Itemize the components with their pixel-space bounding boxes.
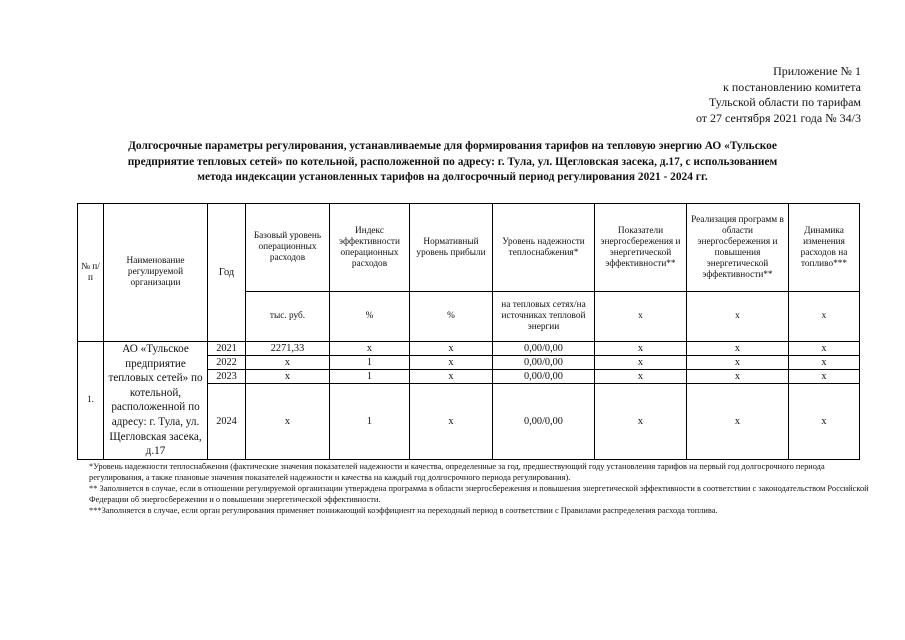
table-row	[78, 342, 860, 356]
index-cell: 1	[330, 356, 410, 370]
year-cell: 2021	[208, 342, 246, 356]
unit-base: тыс. руб.	[246, 292, 330, 342]
programs-cell: x	[687, 384, 789, 460]
title-line: Долгосрочные параметры регулирования, устанавливаемые для формирования тарифов на тепловую энергию АО «Тульское	[128, 140, 777, 152]
header-reliability: Уровень надежности теплоснабжения*	[493, 204, 595, 292]
row-number: 1.	[78, 342, 104, 460]
base-cell: x	[246, 384, 330, 460]
programs-cell: x	[687, 342, 789, 356]
unit-energy: x	[595, 292, 687, 342]
reliability-cell: 0,00/0,00	[493, 342, 595, 356]
footnote: ** Заполняется в случае, если в отношении регулируемой организации утверждена программа в области энергосбережения и повышения энергетической эффективности в соответствии с законодательством Российской Федерации об энергосбережении и о повышении энергетической эффективности.	[89, 484, 869, 504]
unit-reliability: на тепловых сетях/на источниках тепловой энергии	[493, 292, 595, 342]
reliability-cell: 0,00/0,00	[493, 370, 595, 384]
header-base-opex: Базовый уровень операционных расходов	[246, 204, 330, 292]
header-num: № п/п	[78, 204, 104, 342]
programs-cell: x	[687, 356, 789, 370]
header-fuel: Динамика изменения расходов на топливо***	[789, 204, 860, 292]
appendix-line: от 27 сентября 2021 года № 34/3	[695, 110, 861, 125]
header-efficiency-index: Индекс эффективности операционных расходов	[330, 204, 410, 292]
programs-cell: x	[687, 370, 789, 384]
unit-programs: x	[687, 292, 789, 342]
footnotes	[89, 461, 869, 516]
header-row	[78, 204, 860, 292]
profit-cell: x	[410, 356, 493, 370]
year-cell: 2023	[208, 370, 246, 384]
org-name: АО «Тульское предприятие тепловых сетей» по котельной, расположенной по адресу: г. Тула, ул. Щегловская засека, д.17	[104, 342, 208, 460]
reliability-cell: 0,00/0,00	[493, 384, 595, 460]
title-line: метода индексации установленных тарифов на долгосрочный период регулирования 2021 - 2024 гг.	[197, 171, 708, 183]
index-cell: 1	[330, 370, 410, 384]
document-title	[70, 139, 835, 186]
base-cell: 2271,33	[246, 342, 330, 356]
profit-cell: x	[410, 342, 493, 356]
fuel-cell: x	[789, 384, 860, 460]
profit-cell: x	[410, 370, 493, 384]
unit-index: %	[330, 292, 410, 342]
footnote: ***Заполняется в случае, если орган регулирования применяет понижающий коэффициент на переходный период в соответствии с Правилами распределения расхода топлива.	[89, 506, 718, 515]
header-energy-saving: Показатели энергосбережения и энергетической эффективности**	[595, 204, 687, 292]
base-cell: x	[246, 356, 330, 370]
title-line: предприятие тепловых сетей» по котельной, расположенной по адресу: г. Тула, ул. Щегловская засека, д.17, с использованием	[127, 155, 778, 168]
index-cell: x	[330, 342, 410, 356]
parameters-table	[77, 203, 860, 460]
header-profit: Нормативный уровень прибыли	[410, 204, 493, 292]
unit-fuel: x	[789, 292, 860, 342]
appendix-line: к постановлению комитета	[723, 79, 861, 94]
header-year: Год	[208, 204, 246, 342]
profit-cell: x	[410, 384, 493, 460]
energy-cell: x	[595, 384, 687, 460]
reliability-cell: 0,00/0,00	[493, 356, 595, 370]
energy-cell: x	[595, 342, 687, 356]
energy-cell: x	[595, 370, 687, 384]
appendix-line: Приложение № 1	[773, 64, 861, 78]
footnote: *Уровень надежности теплоснабжения (фактические значения показателей надежности и качества, определенные за год, предшествующий году установления тарифов на первый год долгосрочного периода регулирования, а также плановые значения показателей надежности и качества на каждый год долгосрочного периода регулирования).	[89, 462, 825, 482]
base-cell: x	[246, 370, 330, 384]
unit-profit: %	[410, 292, 493, 342]
header-programs: Реализация программ в области энергосбережения и повышения энергетической эффективности**	[687, 204, 789, 292]
header-org: Наименование регулируемой организации	[104, 204, 208, 342]
fuel-cell: x	[789, 342, 860, 356]
index-cell: 1	[330, 384, 410, 460]
fuel-cell: x	[789, 356, 860, 370]
energy-cell: x	[595, 356, 687, 370]
year-cell: 2022	[208, 356, 246, 370]
fuel-cell: x	[789, 370, 860, 384]
appendix-block	[696, 64, 861, 126]
year-cell: 2024	[208, 384, 246, 460]
appendix-line: Тульской области по тарифам	[708, 95, 861, 109]
